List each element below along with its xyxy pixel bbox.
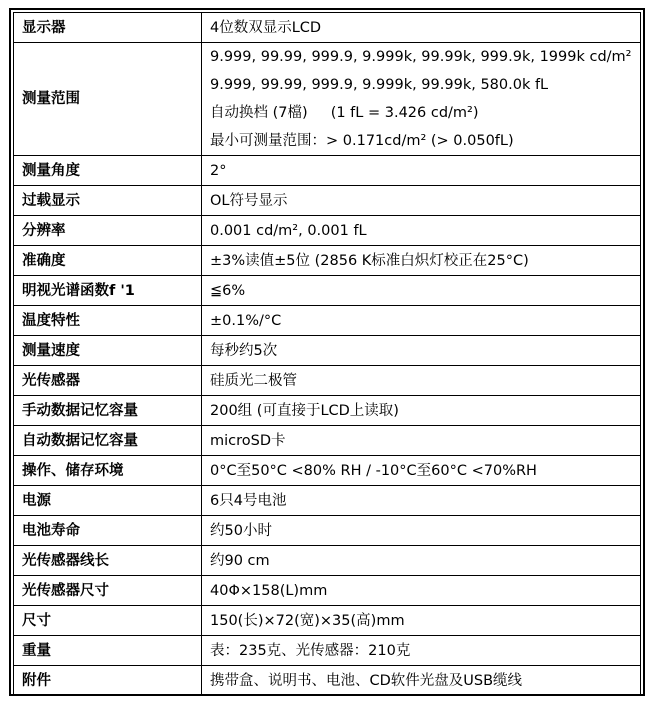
- table-row: [14, 606, 641, 636]
- table-row: [14, 516, 641, 546]
- table-row: [14, 336, 641, 366]
- row-value-line: 自动换档 (7檔) (1 fL = 3.426 cd/m²): [210, 105, 479, 121]
- row-value: [202, 43, 641, 156]
- table-row: [14, 156, 641, 186]
- row-value: OL符号显示: [202, 186, 641, 216]
- row-value: microSD卡: [202, 426, 641, 456]
- table-row: [14, 216, 641, 246]
- row-label: 测量速度: [14, 336, 202, 366]
- row-value-line: 9.999, 99.99, 999.9, 9.999k, 99.99k, 580.0k fL: [210, 77, 549, 93]
- table-row: [14, 486, 641, 516]
- table-row: [14, 396, 641, 426]
- row-label: 测量范围: [14, 43, 202, 156]
- row-label: 自动数据记忆容量: [14, 426, 202, 456]
- spec-table: [13, 12, 641, 696]
- row-label: 明视光谱函数f '1: [14, 276, 202, 306]
- table-row: [14, 456, 641, 486]
- table-row: [14, 366, 641, 396]
- row-value: 2°: [202, 156, 641, 186]
- table-row: [14, 276, 641, 306]
- row-label: 准确度: [14, 246, 202, 276]
- table-row: [14, 576, 641, 606]
- row-label: 光传感器: [14, 366, 202, 396]
- row-label: 光传感器线长: [14, 546, 202, 576]
- row-label: 温度特性: [14, 306, 202, 336]
- table-row: [14, 426, 641, 456]
- row-label: 重量: [14, 636, 202, 666]
- row-value: 6只4号电池: [202, 486, 641, 516]
- row-value: 硅质光二极管: [202, 366, 641, 396]
- row-value: 4位数双显示LCD: [202, 13, 641, 43]
- row-value: 150(长)×72(宽)×35(高)mm: [202, 606, 641, 636]
- row-label: 分辨率: [14, 216, 202, 246]
- row-value: 0.001 cd/m², 0.001 fL: [202, 216, 641, 246]
- row-label: 光传感器尺寸: [14, 576, 202, 606]
- row-label: 过载显示: [14, 186, 202, 216]
- row-value: ±0.1%/°C: [202, 306, 641, 336]
- row-label: 手动数据记忆容量: [14, 396, 202, 426]
- row-value: 0°C至50°C <80% RH / -10°C至60°C <70%RH: [202, 456, 641, 486]
- table-row: [14, 186, 641, 216]
- row-value: 约50小时: [202, 516, 641, 546]
- row-value-line: 最小可测量范围：> 0.171cd/m² (> 0.050fL): [210, 133, 514, 149]
- row-label: 测量角度: [14, 156, 202, 186]
- row-label: 显示器: [14, 13, 202, 43]
- table-row: [14, 546, 641, 576]
- row-value: 携带盒、说明书、电池、CD软件光盘及USB缆线: [202, 666, 641, 696]
- row-value: 40Φ×158(L)mm: [202, 576, 641, 606]
- row-label: 电源: [14, 486, 202, 516]
- row-value: 每秒约5次: [202, 336, 641, 366]
- table-row: [14, 246, 641, 276]
- row-value: ±3%读值±5位 (2856 K标准白炽灯校正在25°C): [202, 246, 641, 276]
- table-row: [14, 306, 641, 336]
- row-value: 200组 (可直接于LCD上读取): [202, 396, 641, 426]
- row-value: ≦6%: [202, 276, 641, 306]
- row-value: 约90 cm: [202, 546, 641, 576]
- row-label: 电池寿命: [14, 516, 202, 546]
- table-row: [14, 666, 641, 696]
- table-row: [14, 636, 641, 666]
- row-value-line: 9.999, 99.99, 999.9, 9.999k, 99.99k, 999.9k, 1999k cd/m²: [210, 49, 632, 65]
- table-row: [14, 13, 641, 43]
- row-label: 操作、储存环境: [14, 456, 202, 486]
- row-value: 表：235克、光传感器：210克: [202, 636, 641, 666]
- row-label: 附件: [14, 666, 202, 696]
- row-label: 尺寸: [14, 606, 202, 636]
- table-row: [14, 43, 641, 156]
